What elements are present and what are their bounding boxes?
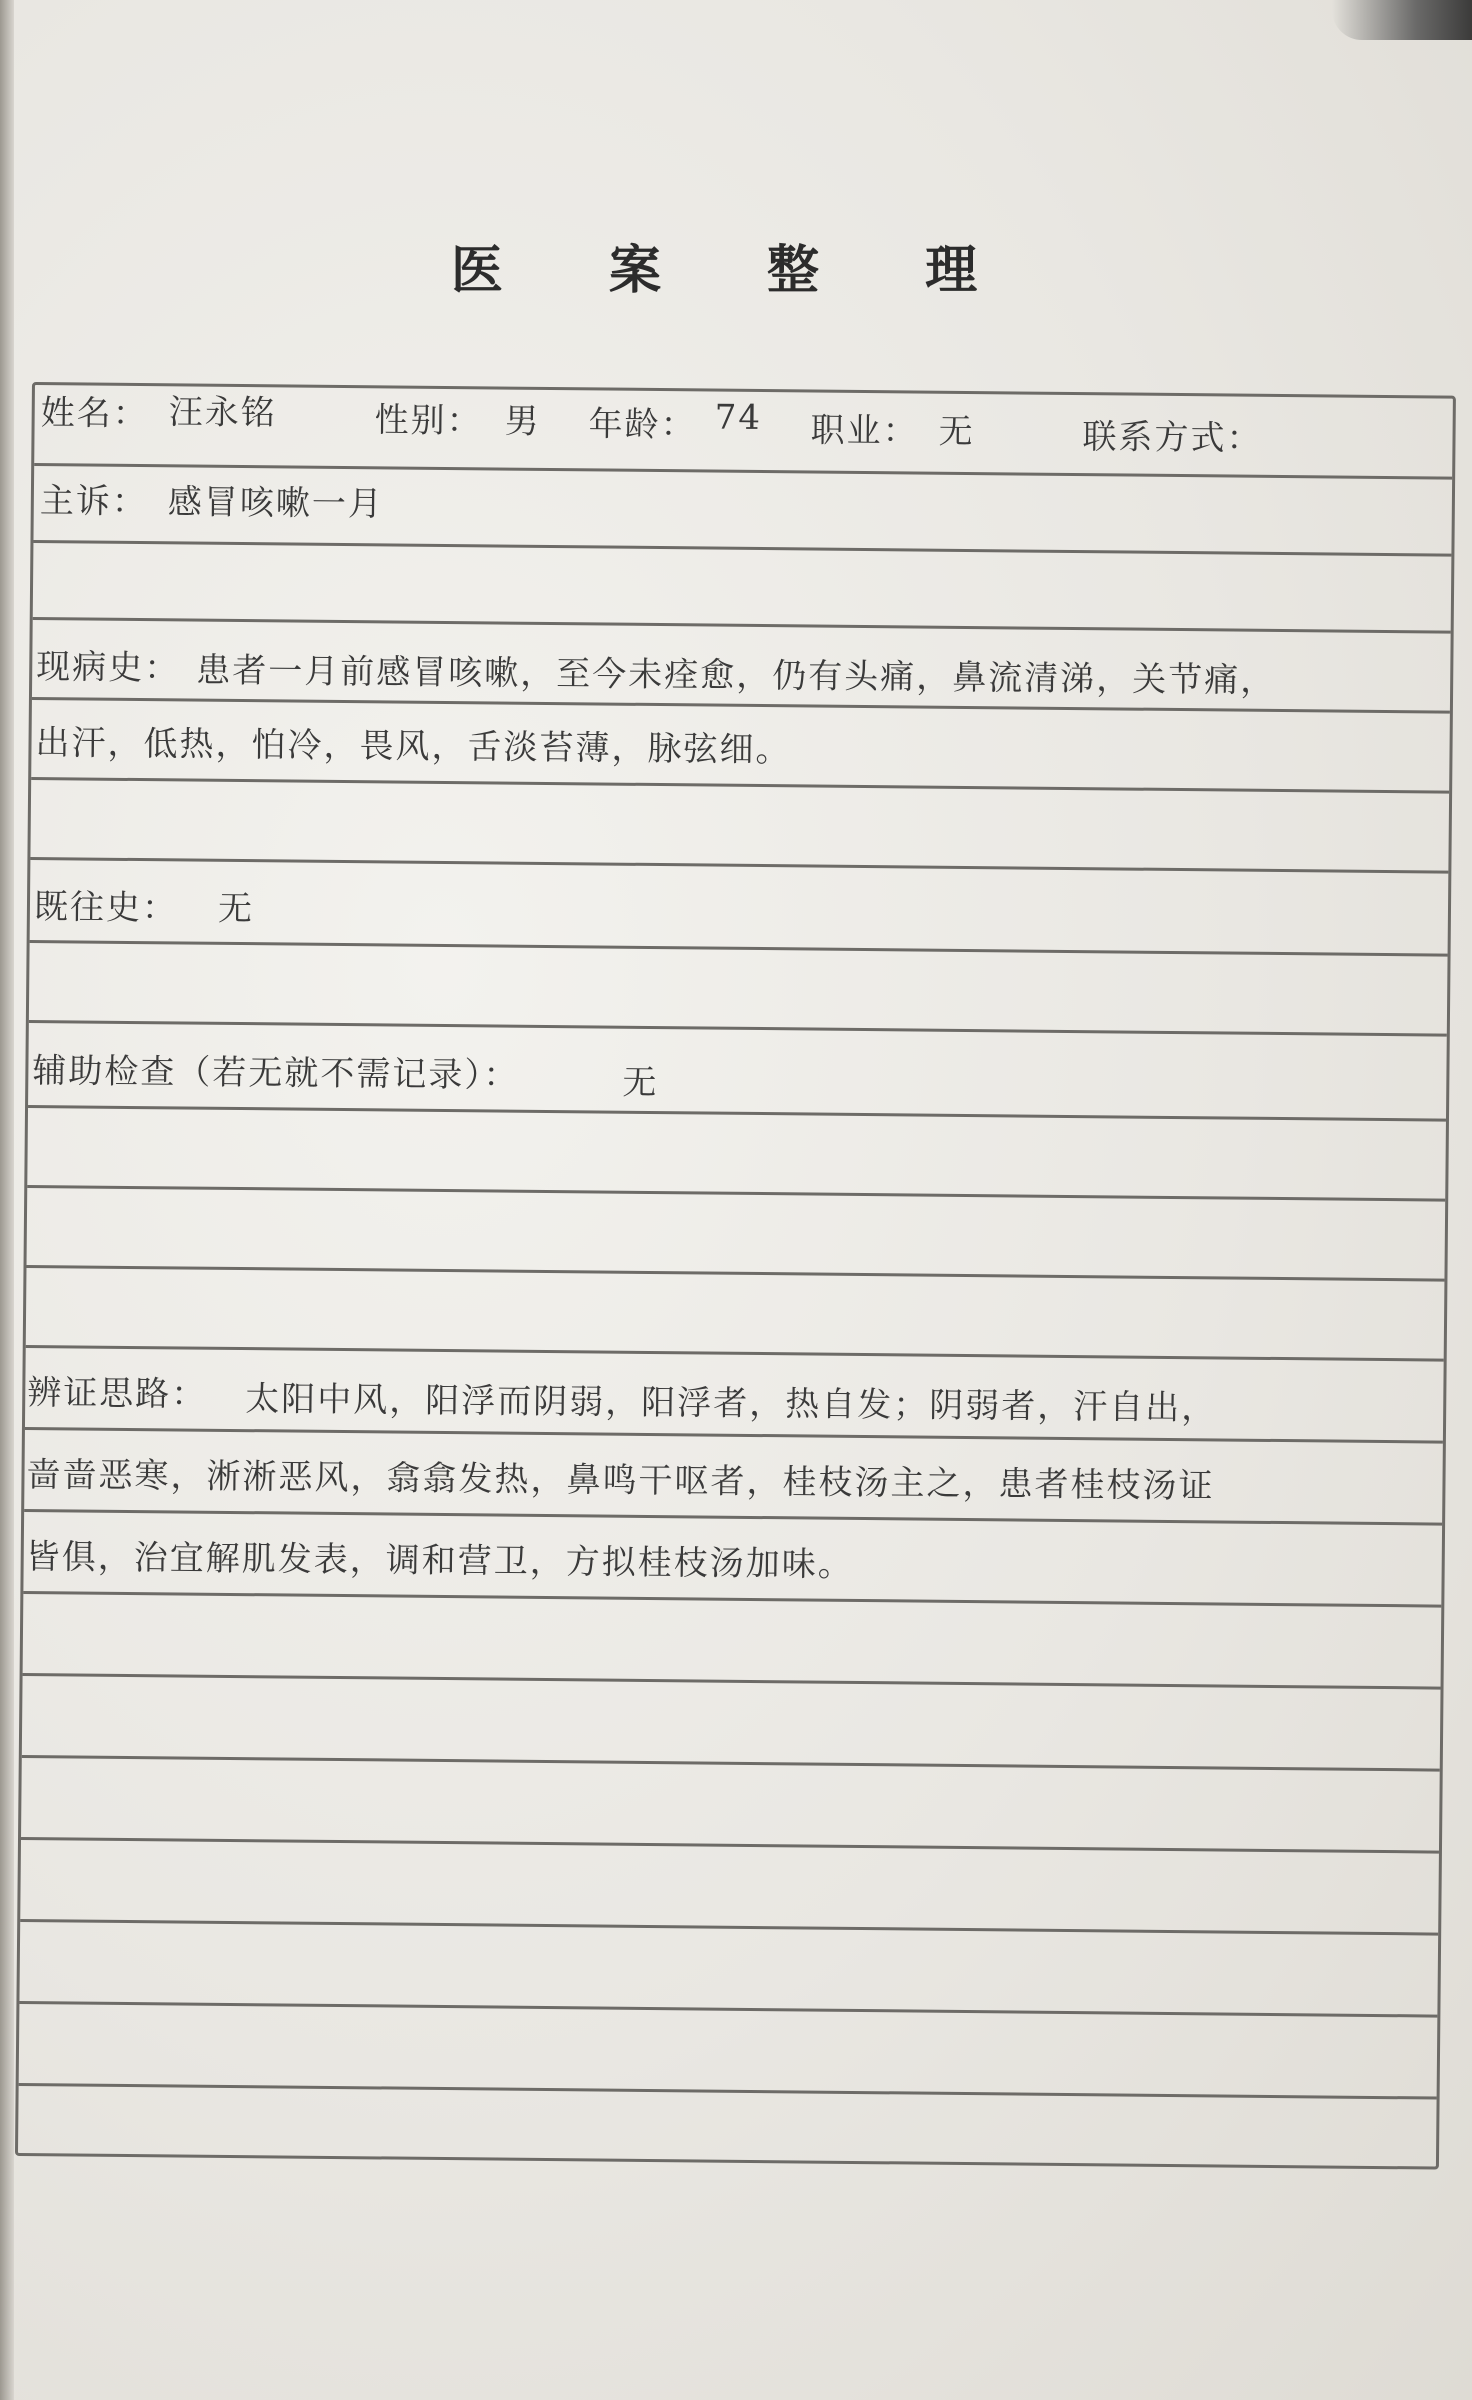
row-rule	[30, 857, 1448, 874]
corner-shadow	[1332, 0, 1472, 40]
sex-value: 男	[504, 401, 541, 442]
row-rule	[21, 1837, 1439, 1854]
row-rule	[20, 1919, 1438, 1936]
past-history-value: 无	[217, 888, 255, 930]
medical-record-form	[15, 382, 1456, 2170]
reasoning-line-1: 太阳中风，阳浮而阴弱，阳浮者，热自发；阴弱者，汗自出，	[245, 1379, 1218, 1429]
row-rule	[23, 1591, 1441, 1608]
auxiliary-exam-label: 辅助检查（若无就不需记录）：	[32, 1051, 520, 1096]
complaint-label: 主诉：	[39, 481, 149, 523]
row-rule	[19, 2083, 1437, 2100]
reasoning-label: 辨证思路：	[27, 1373, 208, 1415]
name-label: 姓名：	[40, 393, 149, 435]
row-rule	[29, 1020, 1447, 1037]
row-rule	[22, 1755, 1440, 1772]
age-label: 年龄：	[588, 404, 697, 446]
age-value: 74	[714, 397, 763, 439]
row-rule	[26, 1265, 1444, 1282]
row-rule	[33, 617, 1451, 634]
present-history-line-2: 出汗，低热，怕冷，畏风，舌淡苔薄，脉弦细。	[35, 723, 792, 771]
row-rule	[28, 1105, 1446, 1122]
sex-label: 性别：	[374, 400, 483, 442]
complaint-value: 感冒咳嗽一月	[167, 482, 385, 525]
row-rule	[26, 1345, 1444, 1362]
present-history-label: 现病史：	[36, 647, 181, 689]
row-rule	[24, 1509, 1442, 1526]
auxiliary-exam-value: 无	[622, 1062, 659, 1104]
job-label: 职业：	[810, 410, 919, 452]
row-rule	[25, 1427, 1443, 1444]
row-rule	[19, 2001, 1437, 2018]
row-rule	[27, 1185, 1445, 1202]
past-history-label: 既往史：	[33, 887, 179, 929]
page-title: 医 案 整 理	[450, 240, 1022, 301]
row-rule	[23, 1673, 1441, 1690]
row-rule	[33, 540, 1451, 557]
contact-label: 联系方式：	[1082, 417, 1263, 459]
reasoning-line-2: 啬啬恶寒，淅淅恶风，翕翕发热，鼻鸣干呕者，桂枝汤主之，患者桂枝汤证	[26, 1454, 1215, 1507]
row-rule	[31, 777, 1449, 794]
reasoning-line-3: 皆俱，治宜解肌发表，调和营卫，方拟桂枝汤加味。	[25, 1536, 854, 1585]
page-spine	[0, 0, 14, 2400]
name-value: 汪永铭	[168, 392, 277, 434]
present-history-line-1: 患者一月前感冒咳嗽，至今未痊愈，仍有头痛，鼻流清涕，关节痛，	[196, 650, 1277, 701]
job-value: 无	[938, 411, 975, 453]
row-rule	[30, 940, 1448, 957]
